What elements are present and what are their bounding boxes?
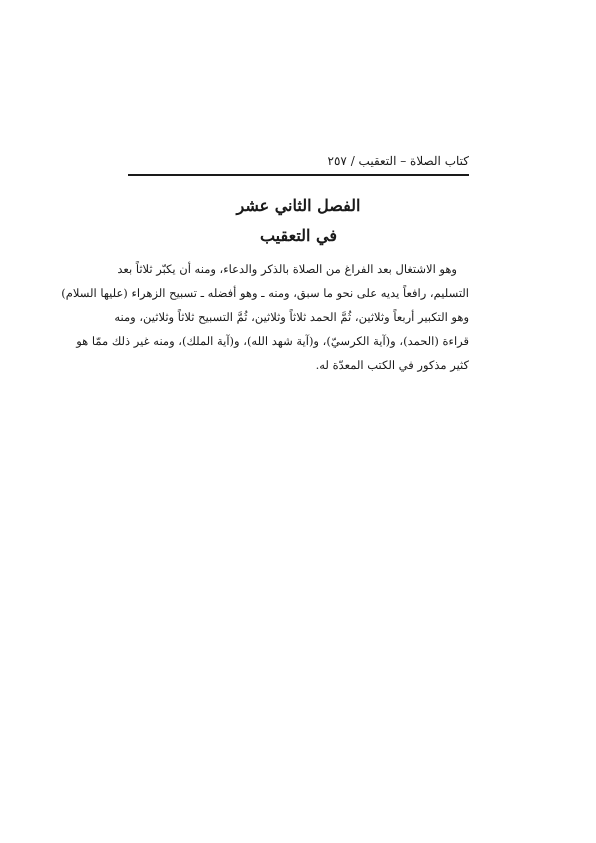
- chapter-title: الفصل الثاني عشر: [236, 196, 361, 215]
- body-line: وهو التكبير أربعاً وثلاثين، ثُمَّ الحمد ثلاثاً وثلاثين، ثُمَّ التسبيح ثلاثاً وثلاثين، ومنه: [114, 310, 469, 324]
- header-divider: [128, 174, 469, 176]
- body-line: قراءة (الحمد)، و(آية الكرسيّ)، و(آية شهد الله)، و(آية الملك)، ومنه غير ذلك ممّا هو: [76, 334, 469, 348]
- body-line: وهو الاشتغال بعد الفراغ من الصلاة بالذكر والدعاء، ومنه أن يكبّر ثلاثاً بعد: [117, 262, 457, 276]
- running-header: كتاب الصلاة – التعقيب / ٢٥٧: [327, 154, 469, 168]
- body-paragraph: [61, 257, 469, 377]
- body-line: التسليم، رافعاً يديه على نحو ما سبق، ومنه ـ وهو أفضله ـ تسبيح الزهراء (عليها السلام): [61, 286, 469, 300]
- body-line: كثير مذكور في الكتب المعدّة له.: [315, 358, 469, 372]
- chapter-subtitle: في التعقيب: [259, 226, 338, 245]
